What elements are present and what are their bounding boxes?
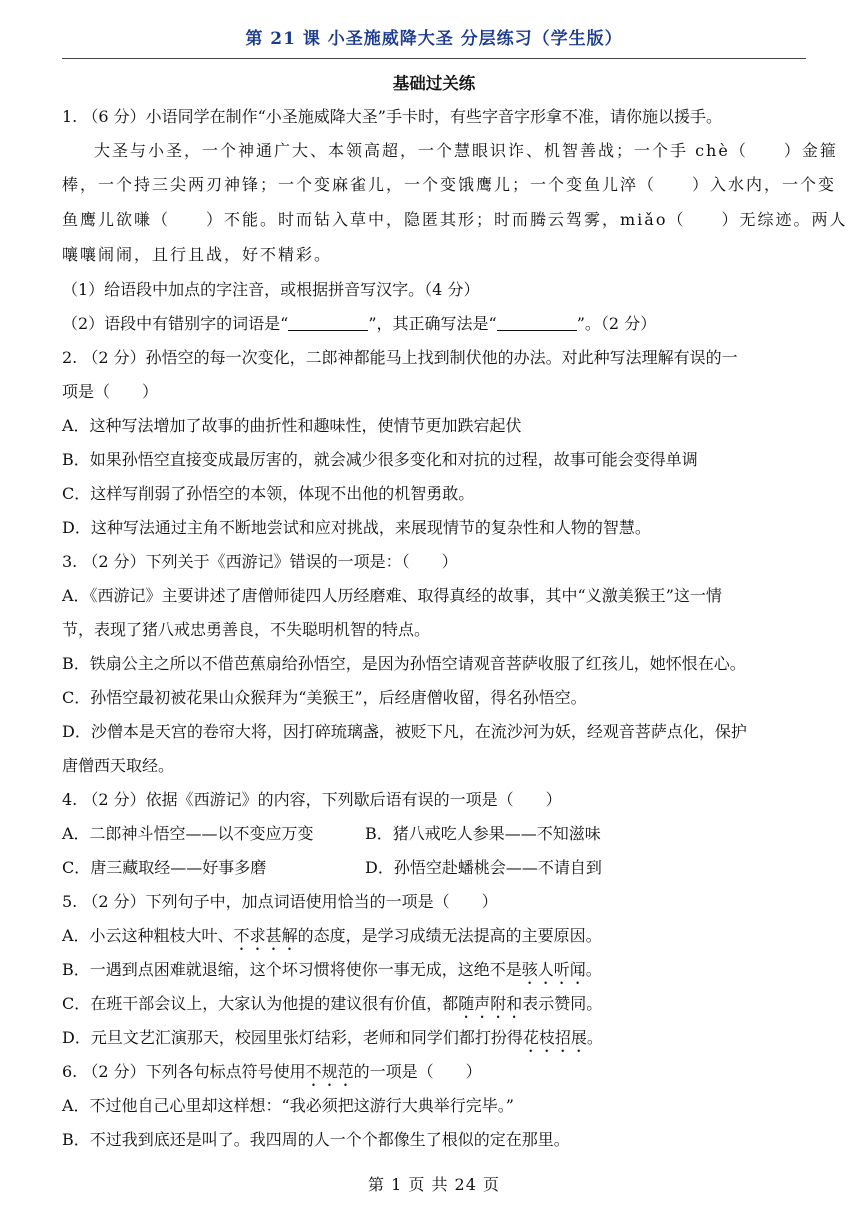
option-text: 表示赞同。: [522, 994, 603, 1013]
q5-stem: 5. （2 分）下列句子中，加点词语使用恰当的一项是（ ）: [62, 892, 498, 911]
q1-passage-line: 棒，一个持三尖两刃神锋；一个变麻雀儿，一个变饿鹰儿；一个变鱼儿淬（ ）入水内，一个变: [62, 175, 837, 194]
q1-sub2-text: （2）语段中有错别字的词语是“: [62, 314, 289, 333]
q6-stem: [62, 1055, 808, 1089]
q2-option-d: D．这种写法通过主角不断地尝试和应对挑战，来展现情节的复杂性和人物的智慧。: [62, 518, 651, 537]
q4-stem: 4. （2 分）依据《西游记》的内容，下列歇后语有误的一项是（ ）: [62, 790, 562, 809]
q1-stem: 1. （6 分）小语同学在制作“小圣施威降大圣”手卡时，有些字音字形拿不准，请你施以援手。: [62, 107, 722, 126]
q4-options-row: [62, 851, 808, 885]
q5-option-c: [62, 987, 808, 1021]
q3-option-a: 节，表现了猪八戒忠勇善良，不失聪明机智的特点。: [62, 620, 431, 639]
q1-passage-line: 鱼鹰儿欲嗛（ ）不能。时而钻入草中，隐匿其形；时而腾云驾雾，miǎo（ ）无综迹。两人: [62, 210, 848, 229]
dotted-phrase: 骇人听闻: [521, 960, 586, 979]
q1-sub2-text: ”。（2 分）: [576, 314, 657, 333]
q2-option-c: C．这样写削弱了孙悟空的本领，体现不出他的机智勇敢。: [62, 484, 475, 503]
answer-blank[interactable]: [288, 314, 368, 331]
option-text: B．一遇到点困难就退缩，这个坏习惯将使你一事无成，这绝不是: [62, 960, 522, 979]
page-footer: 第 1 页 共 24 页: [368, 1175, 500, 1194]
q2-option-b: B．如果孙悟空直接变成最厉害的，就会减少很多变化和对抗的过程，故事可能会变得单调: [62, 450, 698, 469]
dotted-phrase: 不规范: [305, 1062, 354, 1081]
q3-option-c: C．孙悟空最初被花果山众猴拜为“美猴王”，后经唐僧收留，得名孙悟空。: [62, 688, 587, 707]
header-divider: [62, 58, 806, 59]
q5-option-d: [62, 1021, 808, 1055]
q3-option-d: D．沙僧本是天宫的卷帘大将，因打碎琉璃盏，被贬下凡，在流沙河为妖，经观音菩萨点化，保护: [62, 722, 747, 741]
option-text: 的态度，是学习成绩无法提高的主要原因。: [297, 926, 602, 945]
answer-blank[interactable]: [497, 314, 577, 331]
q2-stem: 2. （2 分）孙悟空的每一次变化，二郎神都能马上找到制伏他的办法。对此种写法理解有误的一: [62, 348, 738, 367]
q4-option-d: D．孙悟空赴蟠桃会——不请自到: [365, 858, 602, 877]
q1-sub1: （1）给语段中加点的字注音，或根据拼音写汉字。（4 分）: [62, 280, 480, 299]
q6-option-a: A．不过他自己心里却这样想：“我必须把这游行大典举行完毕。”: [62, 1096, 514, 1115]
q1-passage: [62, 134, 848, 273]
q6-stem-text: 6. （2 分）下列各句标点符号使用: [62, 1062, 306, 1081]
q5-option-a: [62, 919, 808, 953]
q1-sub2: [62, 307, 808, 341]
q2-option-a: A．这种写法增加了故事的曲折性和趣味性，使情节更加跌宕起伏: [62, 416, 522, 435]
section-title: 基础过关练: [392, 74, 476, 93]
q3-option-a: A．《西游记》主要讲述了唐僧师徒四人历经磨难、取得真经的故事，其中“义激美猴王”这一情: [62, 586, 722, 605]
q3-option-d: 唐僧西天取经。: [62, 756, 175, 775]
q4-options-row: [62, 817, 808, 851]
q2-stem: 项是（ ）: [62, 382, 159, 401]
q4-option-a: A．二郎神斗悟空——以不变应万变: [62, 824, 314, 843]
q1-sub2-text: ”，其正确写法是“: [368, 314, 497, 333]
option-text: D．元旦文艺汇演那天，校园里张灯结彩，老师和同学们都打扮得: [62, 1028, 523, 1047]
q1-passage-line: 嚷嚷闹闹，且行且战，好不精彩。: [62, 245, 333, 264]
dotted-phrase: 随声附和: [458, 994, 523, 1013]
dotted-phrase: 花枝招展: [522, 1028, 587, 1047]
q3-option-b: B．铁扇公主之所以不借芭蕉扇给孙悟空，是因为孙悟空请观音菩萨收服了红孩儿，她怀恨在心。: [62, 654, 746, 673]
q6-option-b: B．不过我到底还是叫了。我四周的人一个个都像生了根似的定在那里。: [62, 1130, 570, 1149]
q5-option-b: [62, 953, 808, 987]
option-text: 。: [585, 960, 602, 979]
q4-option-c: C．唐三藏取经——好事多磨: [62, 858, 267, 877]
q4-option-b: B．猪八戒吃人参果——不知滋味: [365, 824, 601, 843]
q3-stem: 3. （2 分）下列关于《西游记》错误的一项是：（ ）: [62, 552, 458, 571]
page-header: 第 21 课 小圣施威降大圣 分层练习（学生版）: [245, 29, 623, 49]
q6-stem-text: 的一项是（ ）: [353, 1062, 482, 1081]
dotted-phrase: 不求甚解: [233, 926, 298, 945]
worksheet-content: [62, 100, 848, 1157]
option-text: A．小云这种粗枝大叶、: [62, 926, 234, 945]
option-text: C．在班干部会议上，大家认为他提的建议很有价值，都: [62, 994, 459, 1013]
option-text: 。: [586, 1028, 603, 1047]
q1-passage-line: 大圣与小圣，一个神通广大、本领高超，一个慧眼识诈、机智善战；一个手 chè（ ）金箍: [94, 141, 838, 160]
